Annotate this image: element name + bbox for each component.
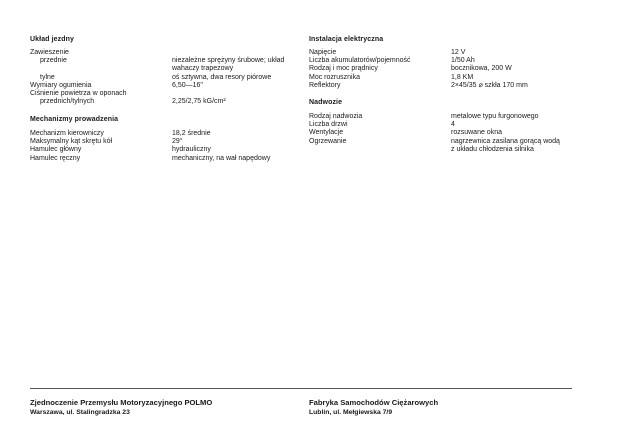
section-title-nadwozie: Nadwozie (309, 99, 343, 106)
spec-label: Wentylacje (309, 129, 344, 137)
spec-label: Ogrzewanie (309, 137, 347, 145)
spec-value: 12 V (451, 49, 466, 56)
spec-value: wahaczy trapezowy (172, 65, 234, 73)
spec-value: 1,8 KM (451, 73, 474, 81)
spec-label: przednie (40, 57, 67, 65)
spec-value: mechaniczny, na wał napędowy (172, 154, 271, 162)
footer-publisher-name: Zjednoczenie Przemysłu Motoryzacyjnego POLMO (30, 398, 213, 407)
spec-value: 29° (172, 138, 183, 146)
footer-publisher-address: Warszawa, ul. Stalingradzka 23 (30, 409, 130, 416)
spec-value (172, 49, 284, 57)
footer-factory-address: Lublin, ul. Mełgiewska 7/9 (309, 409, 393, 416)
spec-label (30, 65, 127, 73)
instalacja-labels (309, 49, 411, 90)
spec-label: Napięcie (309, 49, 337, 56)
section-title-uklad-jezdny: Układ jezdny (30, 36, 74, 43)
spec-label: Hamulec główny (30, 146, 82, 154)
spec-label (309, 146, 362, 154)
spec-value: rozsuwane okna (451, 129, 502, 137)
spec-label: Moc rozrusznika (309, 73, 360, 81)
spec-value: 1/50 Ah (451, 57, 475, 65)
spec-value: metalowe typu furgonowego (451, 113, 539, 120)
spec-value: 2,25/2,75 kG/cm² (172, 98, 226, 106)
spec-label: Wymiary ogumienia (30, 81, 92, 89)
spec-label: Zawieszenie (30, 49, 69, 56)
spec-value: niezależne sprężyny śrubowe; układ (172, 57, 285, 65)
uklad-jezdny-labels (30, 49, 127, 106)
spec-value: 6,50—16" (172, 81, 203, 89)
spec-label: Ciśnienie powietrza w oponach (30, 89, 127, 97)
spec-value: oś sztywna, dwa resory piórowe (172, 73, 272, 81)
spec-value (172, 90, 284, 98)
spec-value: hydrauliczny (172, 146, 211, 154)
spec-label: Maksymalny kąt skrętu kół (30, 138, 113, 146)
spec-label: Liczba drzwi (309, 121, 348, 129)
mechanizmy-values (172, 130, 270, 163)
spec-label: Liczba akumulatorów/pojemność (309, 57, 411, 65)
spec-label: Mechanizm kierowniczy (30, 130, 104, 137)
footer-factory-name: Fabryka Samochodów Ciężarowych (309, 398, 439, 407)
nadwozie-values (451, 113, 560, 154)
spec-label: Rodzaj nadwozia (309, 113, 363, 120)
spec-value: 4 (451, 121, 455, 129)
uklad-jezdny-values (172, 49, 284, 106)
section-title-instalacja-elektryczna: Instalacja elektryczna (309, 36, 384, 43)
spec-value: bocznikowa, 200 W (451, 65, 512, 73)
footer-divider (30, 388, 572, 389)
spec-label: Hamulec ręczny (30, 154, 81, 162)
instalacja-values (451, 49, 528, 90)
nadwozie-labels (309, 113, 362, 154)
spec-value: nagrzewnica zasilana gorącą wodą (451, 137, 560, 145)
spec-label: Rodzaj i moc prądnicy (309, 65, 378, 73)
spec-label: przednich/tylnych (40, 98, 95, 106)
spec-value: 18,2 średnie (172, 130, 211, 137)
spec-value: 2×45/35 ⌀ szkła 170 mm (451, 81, 528, 89)
section-title-mechanizmy-prowadzenia: Mechanizmy prowadzenia (30, 116, 119, 123)
spec-label: Reflektory (309, 81, 341, 89)
mechanizmy-labels (30, 130, 112, 163)
spec-label: tylne (40, 73, 55, 81)
spec-value: z układu chłodzenia silnika (451, 145, 534, 153)
